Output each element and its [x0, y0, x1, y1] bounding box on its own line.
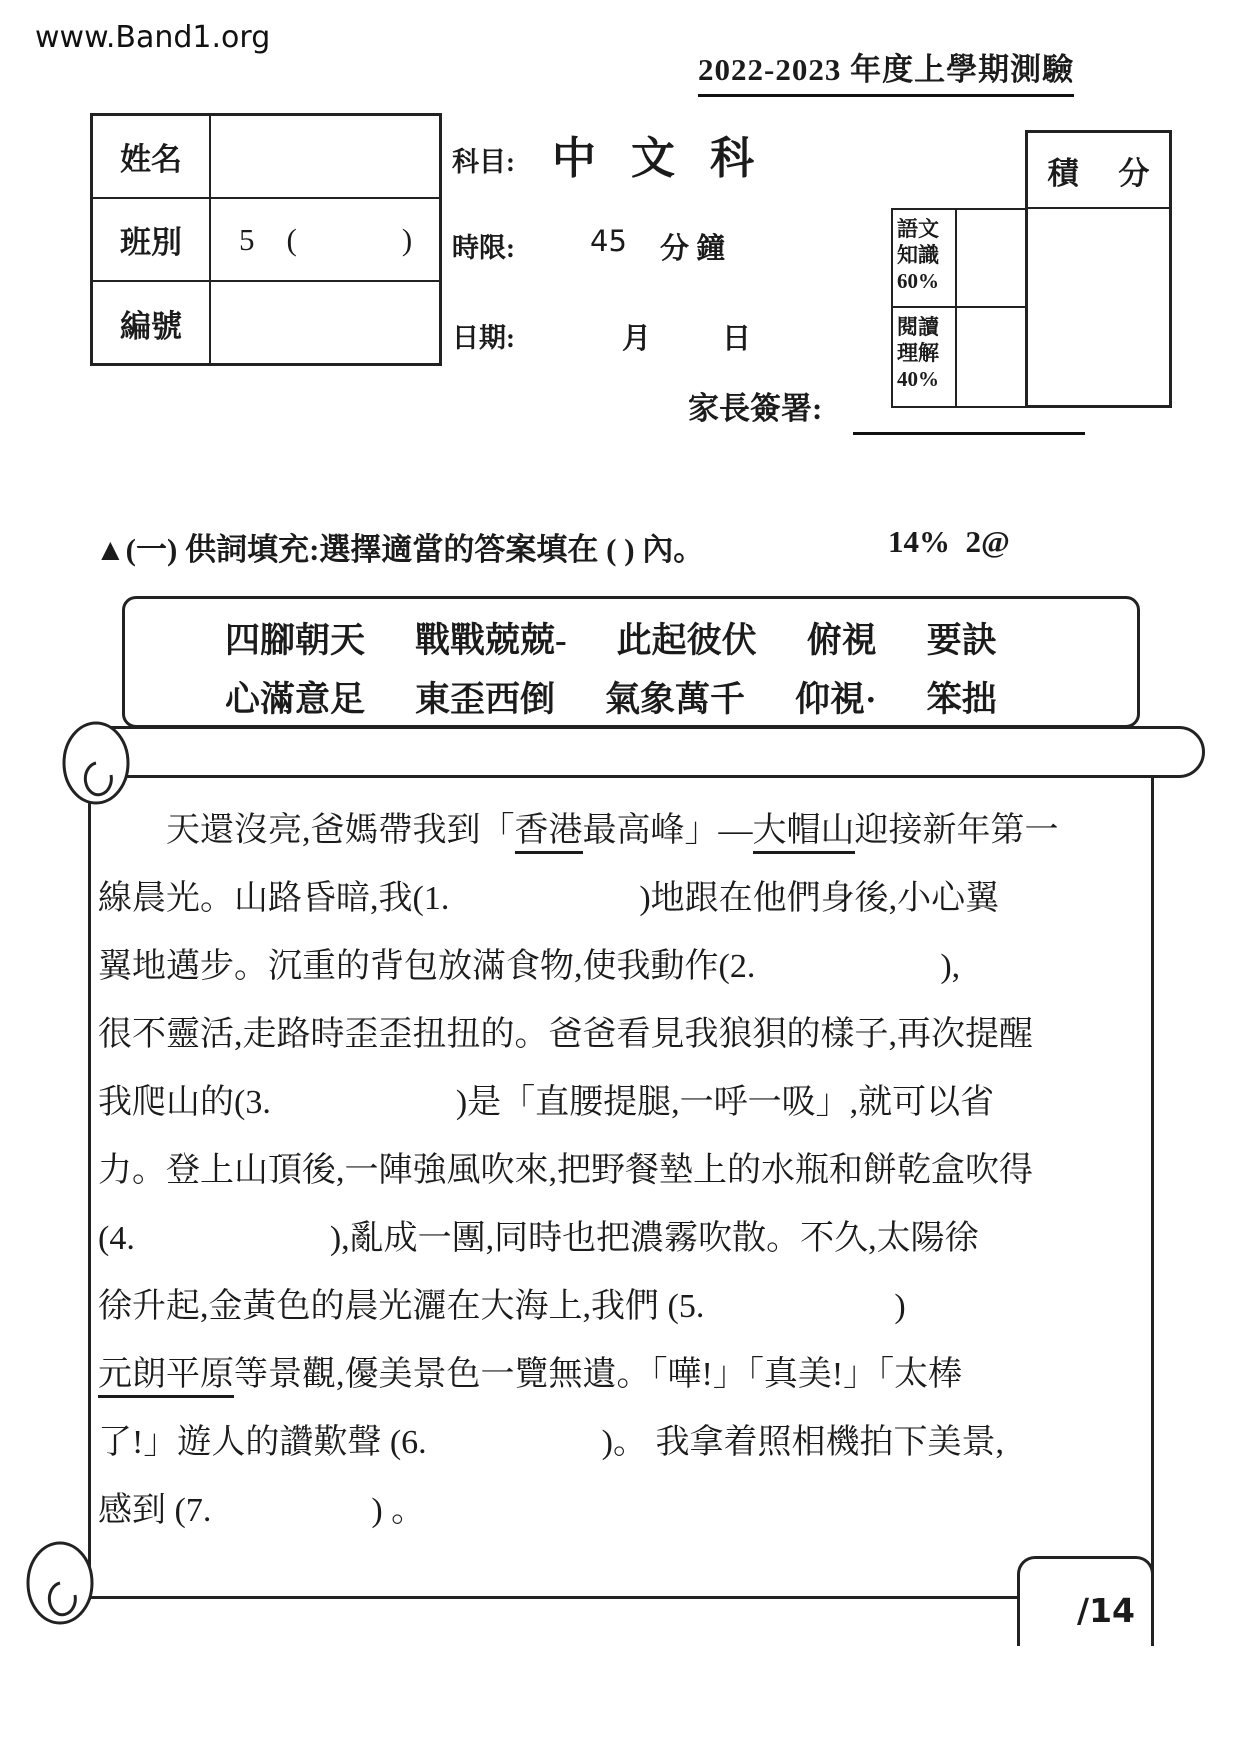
passage-text: ), [940, 948, 961, 985]
passage-line [98, 938, 1150, 1006]
scroll-bottom-border [60, 1596, 1017, 1599]
underlined-term: 大帽山 [753, 812, 855, 854]
date-month-label: 月 [622, 323, 652, 355]
subject-label: 科目: [452, 147, 515, 177]
scroll-roll-bar [85, 726, 1205, 778]
answer-blank-6[interactable] [427, 1452, 602, 1453]
subject-value: 中 文 科 [552, 134, 766, 183]
passage-line [98, 1346, 1150, 1414]
class-label: 班別 [93, 199, 211, 280]
passage-text: 線晨光。山路昏暗,我(1. [98, 880, 450, 917]
score-breakdown-label-line: 理解 [897, 341, 939, 365]
class-value [211, 222, 439, 258]
passage-line [98, 1278, 1150, 1346]
parent-signature-line[interactable] [853, 432, 1085, 435]
time-limit-unit: 分 鐘 [660, 233, 726, 265]
term-title: 2022-2023 年度上學期測驗 [698, 44, 1074, 97]
reading-comprehension-label [893, 308, 957, 406]
passage-text: ) 。 [371, 1492, 426, 1529]
passage-line [98, 1414, 1150, 1482]
number-field[interactable] [211, 282, 439, 365]
passage-text: 感到 (7. [98, 1492, 212, 1529]
word-bank-item: 要訣 [926, 621, 997, 660]
passage-text: 徐升起,金黃色的晨光灑在大海上,我們 (5. [98, 1288, 705, 1325]
section-heading: ▲(一) 供詞填充:選擇適當的答案填在 ( ) 內。 [95, 532, 705, 567]
name-field[interactable] [211, 116, 439, 197]
passage-line [98, 1074, 1150, 1142]
date-day-label: 日 [722, 323, 752, 355]
scroll-top-left-curl-icon [52, 716, 140, 810]
answer-blank-1[interactable] [449, 908, 639, 909]
word-bank-row [225, 613, 1137, 663]
page-score-tab [1017, 1556, 1154, 1646]
table-row [893, 210, 1027, 308]
passage-text: )地跟在他們身後,小心翼 [639, 880, 1000, 917]
underlined-term: 香港 [515, 812, 583, 854]
passage-text: (4. [98, 1220, 135, 1257]
word-bank-item: 戰戰兢兢- [415, 621, 567, 660]
passage-text: 最高峰」— [582, 812, 753, 849]
passage-line [98, 1006, 1150, 1074]
class-paren-open: ( [286, 221, 297, 257]
score-breakdown-label-line: 60% [897, 269, 939, 293]
table-row [93, 199, 439, 282]
score-box-field[interactable] [1028, 209, 1169, 405]
class-grade: 5 [239, 221, 255, 257]
name-label: 姓名 [93, 116, 211, 197]
word-bank-row [225, 672, 1137, 722]
parent-signature-label: 家長簽署: [688, 391, 823, 426]
passage-text: ) [894, 1288, 906, 1325]
language-knowledge-score-field[interactable] [957, 210, 1027, 306]
answer-blank-7[interactable] [211, 1520, 371, 1521]
word-bank-item: 東歪西倒 [415, 680, 556, 719]
passage-line [98, 870, 1150, 938]
answer-blank-2[interactable] [755, 976, 940, 977]
passage-line [98, 802, 1150, 870]
passage-text: 迎接新年第一 [854, 812, 1059, 849]
passage-text: )。 我拿着照相機拍下美景, [601, 1424, 1004, 1461]
passage-text: 天還沒亮,爸媽帶我到「 [98, 812, 515, 849]
reading-comprehension-score-field[interactable] [957, 308, 1027, 406]
passage-text: )是「直腰提腿,一呼一吸」,就可以省 [455, 1084, 995, 1121]
page-score-value: /14 [1077, 1591, 1135, 1630]
answer-blank-3[interactable] [271, 1112, 456, 1113]
word-bank-box [122, 596, 1140, 728]
student-info-table [90, 113, 442, 366]
score-breakdown-label-line: 40% [897, 367, 939, 391]
passage-text: 我爬山的(3. [98, 1084, 271, 1121]
section-marks: 14% 2@ [888, 524, 1010, 559]
word-bank-item: 四腳朝天 [225, 621, 366, 660]
word-bank-item: 仰視· [795, 680, 877, 719]
passage-text: 等景觀,優美景色一覽無遺。「嘩!」「真美!」「太棒 [234, 1356, 963, 1393]
passage-line [98, 1142, 1150, 1210]
scroll-left-border [88, 778, 91, 1600]
score-box [1025, 130, 1172, 408]
word-bank-item: 此起彼伏 [616, 621, 757, 660]
class-paren-close: ) [401, 221, 413, 257]
time-limit-label: 時限: [452, 233, 515, 263]
number-label: 編號 [93, 282, 211, 365]
score-breakdown-label-line: 閱讀 [897, 315, 939, 339]
passage-line [98, 1210, 1150, 1278]
passage-text: 了!」遊人的讚歎聲 (6. [98, 1424, 427, 1461]
scroll-right-border [1151, 778, 1154, 1645]
passage-line [98, 1482, 1150, 1550]
score-box-title: 積 分 [1028, 133, 1169, 209]
scroll-bottom-left-curl-icon [16, 1536, 104, 1630]
word-bank-item: 氣象萬千 [605, 680, 746, 719]
answer-blank-5[interactable] [704, 1316, 894, 1317]
passage-text: 力。登上山頂後,一陣強風吹來,把野餐墊上的水瓶和餅乾盒吹得 [98, 1152, 1033, 1189]
underlined-term: 元朗平原 [98, 1356, 234, 1398]
table-row [893, 308, 1027, 406]
score-breakdown-table [891, 208, 1027, 408]
date-label: 日期: [452, 323, 515, 353]
word-bank-item: 笨拙 [926, 680, 997, 719]
table-row [93, 282, 439, 365]
class-field[interactable] [211, 199, 439, 280]
answer-blank-4[interactable] [135, 1248, 330, 1249]
word-bank-item: 心滿意足 [225, 680, 366, 719]
language-knowledge-label [893, 210, 957, 306]
time-limit-value: 45 [590, 224, 627, 258]
passage-text-block [98, 802, 1150, 1550]
passage-text: 很不靈活,走路時歪歪扭扭的。爸爸看見我狼狽的樣子,再次提醒 [98, 1016, 1033, 1053]
score-breakdown-label-line: 語文 [897, 217, 939, 241]
site-watermark: www.Band1.org [35, 20, 271, 55]
word-bank-item: 俯視 [806, 621, 877, 660]
score-breakdown-label-line: 知識 [897, 243, 939, 267]
table-row [93, 116, 439, 199]
passage-text: 翼地邁步。沉重的背包放滿食物,使我動作(2. [98, 948, 756, 985]
passage-text: ),亂成一團,同時也把濃霧吹散。不久,太陽徐 [329, 1220, 979, 1257]
